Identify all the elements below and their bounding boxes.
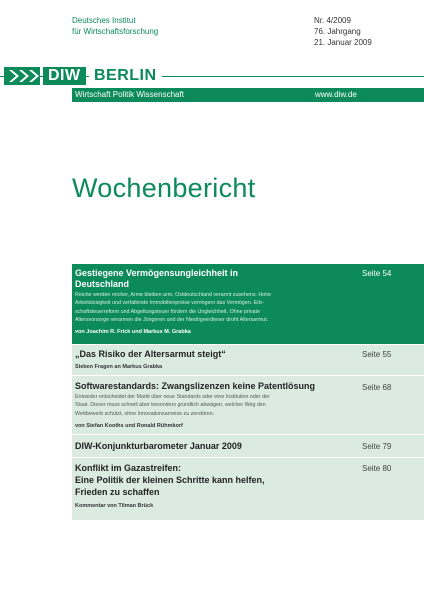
article-author: Kommentar von Tilman Brück xyxy=(75,503,154,509)
description-line: Altersvorsorge verarmen die Jüngeren und der Niedrigverdiener droht Altersarmut. xyxy=(75,317,269,324)
article-title-line: DIW-Konjunkturbarometer Januar 2009 xyxy=(75,441,242,451)
article-konjunkturbarometer[interactable] xyxy=(72,435,424,457)
article-author: von Joachim R. Frick und Markus M. Grabka xyxy=(75,329,191,335)
logo-berlin: BERLIN xyxy=(89,67,162,85)
description-line: schaftsteuerreform und Abgeltungsteuer fördern die Ungleichheit. Ohne private xyxy=(75,308,260,315)
issue-date: 21. Januar 2009 xyxy=(314,38,372,47)
article-title-line: Deutschland xyxy=(75,279,130,289)
logo-diw: DIW xyxy=(43,67,86,85)
publication-title: Wochenbericht xyxy=(72,173,256,203)
tagline-text: Wirtschaft Politik Wissenschaft xyxy=(75,90,184,99)
article-author: Sieben Fragen an Markus Grabka xyxy=(75,364,163,370)
article-author: von Stefan Kooths und Ronald Rühmkorf xyxy=(75,423,183,429)
issue-info xyxy=(314,15,372,48)
article-title-line: Softwarestandards: Zwangslizenzen keine Patentlösung xyxy=(75,381,316,391)
article-title-line: Konflikt im Gazastreifen: xyxy=(75,463,182,473)
website-link[interactable]: www.diw.de xyxy=(315,90,357,99)
description-line: Entweder entscheidet der Markt über neue Standards oder eine Institution oder der xyxy=(75,394,270,400)
article-page: Seite 79 xyxy=(362,442,392,451)
article-description xyxy=(75,291,361,325)
description-line: Wettbewerb schützt, ohne Innovationsanreize zu zerstören. xyxy=(75,410,215,417)
description-line: Staat. Dieser muss schnell aber besonders gründlich abwägen, welcher Weg den xyxy=(75,402,266,409)
institute-line-2: für Wirtschaftsforschung xyxy=(72,27,159,36)
issue-volume: 76. Jahrgang xyxy=(314,27,361,36)
article-title-line: Gestiegene Vermögensungleichheit in xyxy=(75,268,239,278)
article-page: Seite 55 xyxy=(362,350,392,359)
article-softwarestandards[interactable] xyxy=(72,376,424,434)
diw-arrows-icon xyxy=(4,67,40,85)
description-line: Reiche werden reicher, Arme bleiben arm, Ostdeutschland verarmt zusehens. Hohe xyxy=(75,292,272,298)
description-line: Arbeitslosigkeit und verfallende Immobilienpreise verringern das Vermögen. Erb- xyxy=(75,300,264,307)
article-page: Seite 68 xyxy=(362,383,392,392)
article-gazastreifen-kommentar[interactable] xyxy=(72,458,424,520)
article-title-line: Eine Politik der kleinen Schritte kann helfen, xyxy=(75,475,265,485)
article-description xyxy=(75,393,361,418)
article-page: Seite 80 xyxy=(362,464,392,473)
tagline-bar xyxy=(72,88,424,102)
institute-line-1: Deutsches Institut xyxy=(72,16,136,25)
logo xyxy=(0,65,424,87)
article-title-line: Frieden zu schaffen xyxy=(75,487,160,497)
institute-name xyxy=(72,15,158,37)
article-page: Seite 54 xyxy=(362,269,392,278)
article-vermoegensungleichheit[interactable] xyxy=(72,264,424,344)
article-altersarmut-interview[interactable] xyxy=(72,345,424,375)
issue-number: Nr. 4/2009 xyxy=(314,16,351,25)
article-title-line: „Das Risiko der Altersarmut steigt“ xyxy=(75,349,226,359)
